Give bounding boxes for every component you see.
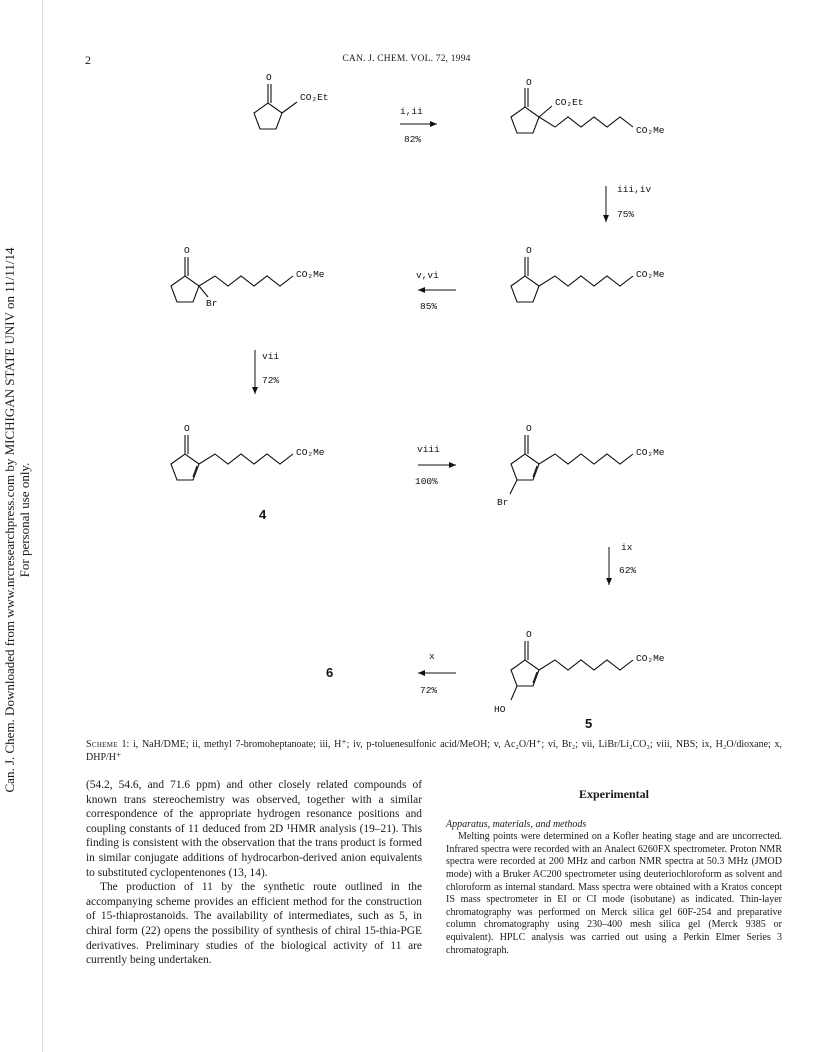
co2et-label: CO₂Et: [300, 92, 329, 103]
step-6-yield: 62%: [619, 565, 637, 576]
step-5-yield: 100%: [415, 476, 438, 487]
step-4-reagents: vii: [262, 351, 280, 362]
methods-paragraph: Melting points were determined on a Kofler heating stage and are uncorrected. Infrared spectra were recorded with an Analect 6260FX spectrometer. Proton NMR spectra were recorded at 200 MHz and carbon NMR spectra at 50.3 MHz (JMOD mode) with a Bruker AC200 spectrometer using deuteriochloroform as solvent and chloroform as internal standard. Mass spectra were obtained with a Kratos concept IS mass spectrometer in EI or CI mode (isobutane) as indicated. Thin-layer chromatography was performed on Merck silica gel 60F-254 and preparative column chromatography using 230–400 mesh silica gel (Merck 9385 or equivalent). HPLC analysis was carried out using a Perkin Elmer Series 3 chromatograph.: [446, 831, 782, 956]
oxo-label: O: [526, 77, 532, 88]
running-head: CAN. J. CHEM. VOL. 72, 1994: [342, 54, 471, 64]
oxo-label: O: [526, 245, 532, 256]
compound-c-structure: [511, 245, 665, 302]
step-1-reagents: i,ii: [400, 106, 423, 117]
ho-label: HO: [494, 704, 506, 715]
co2me-label: CO₂Me: [296, 269, 325, 280]
oxo-label: O: [184, 245, 190, 256]
step-6-reagents: ix: [621, 542, 633, 553]
compound-4-structure: [171, 423, 325, 522]
watermark-line-1: Can. J. Chem. Downloaded from www.nrcresearchpress.com by MICHIGAN STATE UNIV on 11/11/14: [2, 247, 17, 793]
co2et-label: CO₂Et: [555, 97, 584, 108]
watermark-line-2: For personal use only.: [17, 462, 32, 578]
oxo-label: O: [266, 72, 272, 83]
compound-5-number: 5: [585, 716, 593, 731]
step-3-arrow: [416, 270, 456, 312]
caption-text: 1: i, NaH/DME; ii, methyl 7-bromoheptanoate; iii, H⁺; iv, p-toluenesulfonic acid/MeOH; v, Ac₂O/H⁺; vi, Br₂; vii, LiBr/Li₂CO₃; viii, NBS; ix, H₂O/dioxane; x, DHP/H⁺: [86, 739, 782, 763]
step-7-yield: 72%: [420, 685, 438, 696]
scheme-caption: [86, 738, 782, 764]
page-number: 2: [85, 53, 91, 67]
compound-d-structure: [171, 245, 325, 309]
step-5-reagents: viii: [417, 444, 440, 455]
step-2-reagents: iii,iv: [617, 184, 652, 195]
step-2-yield: 75%: [617, 209, 635, 220]
body-left-column: [86, 778, 422, 968]
co2me-label: CO₂Me: [636, 125, 665, 136]
body-right-column: [446, 778, 782, 957]
caption-label: Scheme: [86, 739, 118, 750]
step-6-arrow: [609, 542, 636, 585]
subsection-heading: Apparatus, materials, and methods: [446, 818, 587, 830]
body-paragraph-1: (54.2, 54.6, and 71.6 ppm) and other closely related compounds of known trans stereochemistry was observed, together with a similar correspondence of the appropriate hydrogen resonance positions and coupling constants of 11 deduced from 2D ¹HMR analysis (19–21). This finding is consistent with the observation that the trans product is formed in similar conjugate additions of hydrocarbon-derived anion equivalents to substituted cyclopentenones (13, 14).: [86, 779, 422, 879]
step-4-arrow: [255, 350, 279, 394]
compound-e-structure: [497, 423, 665, 508]
step-1-arrow: [400, 106, 437, 145]
compound-6-number: 6: [326, 665, 334, 680]
compound-b-structure: [511, 77, 665, 136]
oxo-label: O: [184, 423, 190, 434]
co2me-label: CO₂Me: [296, 447, 325, 458]
step-2-arrow: [606, 184, 652, 222]
step-7-arrow: [418, 651, 456, 696]
body-paragraph-2: The production of 11 by the synthetic route outlined in the accompanying scheme provides an efficient method for the construction of 15-thiaprostanoids. The availability of intermediates, such as 5, in chiral form (22) opens the possibility of synthesis of chiral 15-thia-PGE derivatives. Preliminary studies of the biological activity of 11 are currently being undertaken.: [86, 881, 422, 967]
oxo-label: O: [526, 629, 532, 640]
co2me-label: CO₂Me: [636, 269, 665, 280]
step-5-arrow: [415, 444, 456, 487]
co2me-label: CO₂Me: [636, 447, 665, 458]
step-7-reagents: x: [429, 651, 435, 662]
step-4-yield: 72%: [262, 375, 280, 386]
section-heading: Experimental: [579, 787, 649, 801]
step-1-yield: 82%: [404, 134, 422, 145]
compound-a-structure: [254, 72, 329, 129]
co2me-label: CO₂Me: [636, 653, 665, 664]
oxo-label: O: [526, 423, 532, 434]
br-label: Br: [497, 497, 509, 508]
step-3-yield: 85%: [420, 301, 438, 312]
compound-4-number: 4: [259, 507, 267, 522]
step-3-reagents: v,vi: [416, 270, 439, 281]
compound-5-structure: [494, 629, 665, 731]
br-label: Br: [206, 298, 218, 309]
